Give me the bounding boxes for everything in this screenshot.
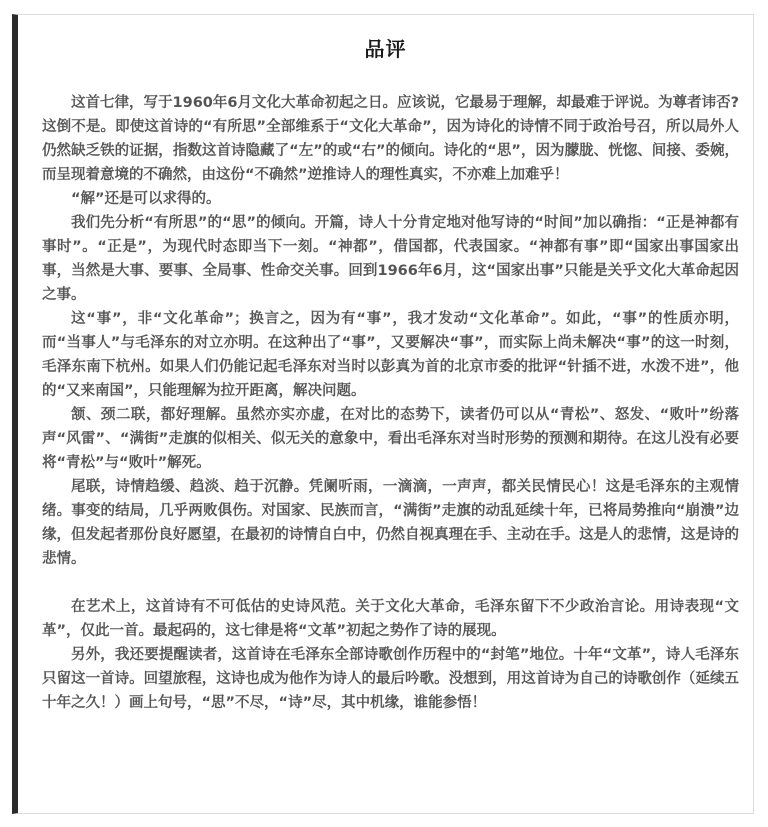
- article-title: 品评: [364, 37, 407, 61]
- article-body: [42, 91, 739, 715]
- article-card: [12, 14, 754, 814]
- paragraph-2: “解”还是可以求得的。: [71, 191, 221, 207]
- paragraph-7: 在艺术上，这首诗有不可低估的史诗风范。关于文化大革命，毛泽东留下不少政治言论。用诗表现“文革”，仅此一首。最起码的，这七律是将“文革”初起之势作了诗的展现。: [42, 599, 739, 639]
- paragraph-8: 另外，我还要提醒读者，这首诗在毛泽东全部诗歌创作历程中的“封笔”地位。十年“文革”，诗人毛泽东只留这一首诗。回望旅程，这诗也成为他作为诗人的最后吟歌。没想到，用这首诗为自己的诗歌创作（延续五十年之久！）画上句号，“思”不尽，“诗”尽，其中机缘，谁能参悟！: [42, 647, 739, 711]
- paragraph-1: 这首七律，写于1960年6月文化大革命初起之日。应该说，它最易于理解，却最难于评说。为尊者讳否?这倒不是。即使这首诗的“有所思”全部维系于“文化大革命”，因为诗化的诗情不同于政治号召，所以局外人仍然缺乏铁的证据，指数这首诗隐藏了“左”的或“右”的倾向。诗化的“思”，因为朦胧、恍惚、间接、委婉，而呈现着意境的不确然，由这份“不确然”逆推诗人的理性真实，不亦难上加难乎！: [42, 95, 739, 183]
- paragraph-4: 这“事”，非“文化革命”；换言之，因为有“事”，我才发动“文化革命”。如此，“事”的性质亦明，而“当事人”与毛泽东的对立亦明。在这种出了“事”，又要解决“事”，而实际上尚未解决“事”的这一时刻，毛泽东南下杭州。如果人们仍能记起毛泽东对当时以彭真为首的北京市委的批评“针插不进，水泼不进”，他的“又来南国”，只能理解为拉开距离，解决问题。: [42, 311, 739, 399]
- paragraph-6: 尾联，诗情趋缓、趋淡、趋于沉静。凭阑听雨，一滴滴，一声声，都关民情民心！这是毛泽东的主观情绪。事变的结局，几乎两败俱伤。对国家、民族而言，“满街”走旗的动乱延续十年，已将局势推向“崩溃”边缘，但发起者那份良好愿望，在最初的诗情自白中，仍然自视真理在手、主动在手。这是人的悲情，这是诗的悲情。: [42, 479, 739, 567]
- paragraph-5: 颔、颈二联，都好理解。虽然亦实亦虚，在对比的态势下，读者仍可以从“青松”、怒发、“败叶”纷落声“风雷”、“满街”走旗的似相关、似无关的意象中，看出毛泽东对当时形势的预测和期待。在这儿没有必要将“青松”与“败叶”解死。: [42, 407, 739, 471]
- paragraph-3: 我们先分析“有所思”的“思”的倾向。开篇，诗人十分肯定地对他写诗的“时间”加以确指：“正是神都有事时”。“正是”，为现代时态即当下一刻。“神都”，借国都，代表国家。“神都有事”即“国家出事国家出事，当然是大事、要事、全局事、性命交关事。回到1966年6月，这“国家出事”只能是关乎文化大革命起因之事。: [42, 215, 739, 303]
- section-spacer: [42, 571, 739, 595]
